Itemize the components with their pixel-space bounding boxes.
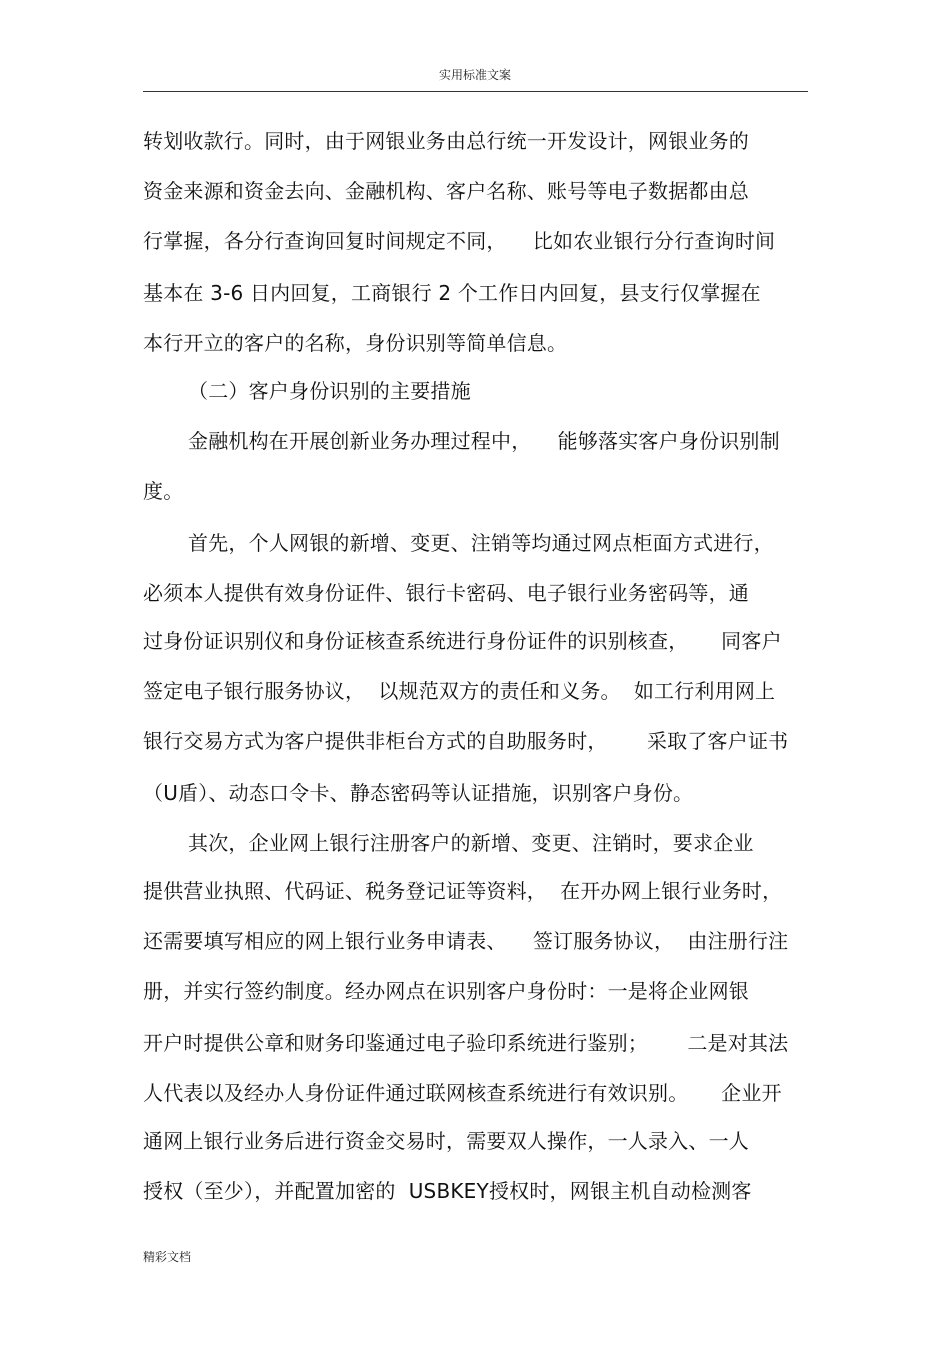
body-line: 资金来源和资金去向、金融机构、客户名称、账号等电子数据都由总 [143,179,749,203]
body-line: 其次，企业网上银行注册客户的新增、变更、注销时，要求企业 [188,831,754,855]
body-line: 通网上银行业务后进行资金交易时，需要双人操作，一人录入、一人 [143,1129,749,1153]
body-line: 首先，个人网银的新增、变更、注销等均通过网点柜面方式进行， [188,531,774,555]
body-line: 还需要填写相应的网上银行业务申请表、 签订服务协议， 由注册行注 [143,929,789,953]
body-line: （U盾）、动态口令卡、静态密码等认证措施，识别客户身份。 [143,781,694,805]
body-line: 基本在 3-6 日内回复，工商银行 2 个工作日内回复，县支行仅掌握在 [143,281,761,305]
body-line: 本行开立的客户的名称，身份识别等简单信息。 [143,331,568,355]
body-line: 授权（至少），并配置加密的 USBKEY授权时，网银主机自动检测客 [143,1179,752,1203]
body-line: 行掌握，各分行查询回复时间规定不同， 比如农业银行分行查询时间 [143,229,776,253]
body-line: 度。 [143,479,184,503]
body-line: 银行交易方式为客户提供非柜台方式的自助服务时， 采取了客户证书 [143,729,789,753]
body-line: 开户时提供公章和财务印鉴通过电子验印系统进行鉴别； 二是对其法 [143,1031,789,1055]
body-line: 人代表以及经办人身份证件通过联网核查系统进行有效识别。 企业开 [143,1081,782,1105]
page-footer: 精彩文档 [143,1250,192,1264]
body-line: 转划收款行。同时，由于网银业务由总行统一开发设计，网银业务的 [143,129,749,153]
body-line: 签定电子银行服务协议， 以规范双方的责任和义务。 如工行利用网上 [143,679,776,703]
body-line: 提供营业执照、代码证、税务登记证等资料， 在开办网上银行业务时， [143,879,783,903]
body-line: 册，并实行签约制度。经办网点在识别客户身份时：一是将企业网银 [143,979,749,1003]
body-line: 金融机构在开展创新业务办理过程中， 能够落实客户身份识别制 [188,429,780,453]
section-heading: （二）客户身份识别的主要措施 [188,379,471,403]
body-line: 必须本人提供有效身份证件、银行卡密码、电子银行业务密码等，通 [143,581,749,605]
body-line: 过身份证识别仪和身份证核查系统进行身份证件的识别核查， 同客户 [143,629,782,653]
page-header: 实用标准文案 [438,68,511,82]
